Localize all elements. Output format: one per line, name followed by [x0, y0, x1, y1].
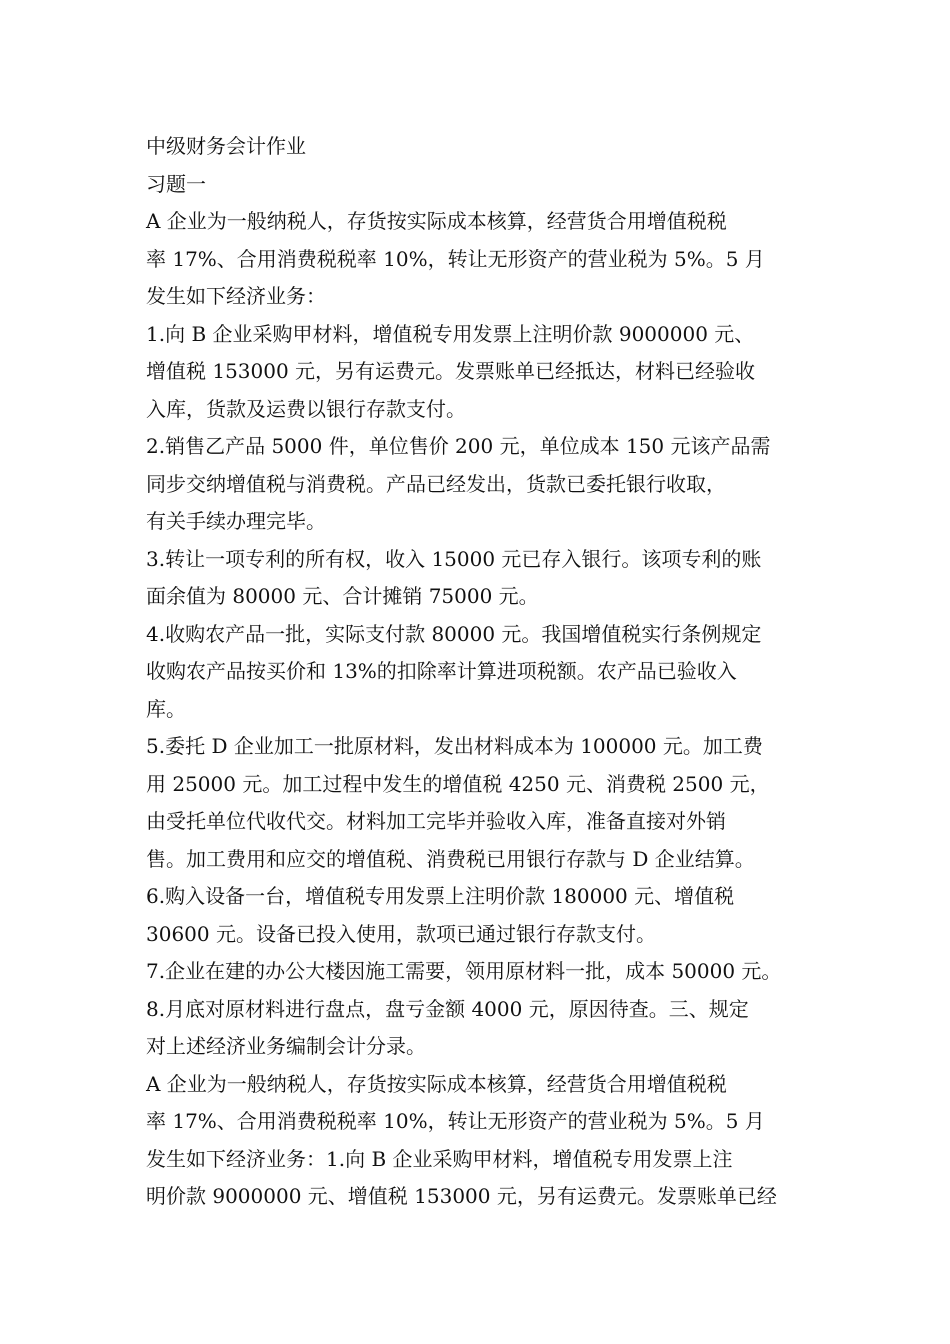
text-line: 对上述经济业务编制会计分录。 [146, 1034, 426, 1058]
section-heading: 习题一 [146, 171, 206, 196]
text-line: 率 17%、合用消费税税率 10%，转让无形资产的营业税为 5%。5 月 [146, 246, 765, 271]
text-line: A 企业为一般纳税人，存货按实际成本核算，经营货合用增值税税 [146, 1071, 727, 1096]
text-line: 5.委托 D 企业加工一批原材料，发出材料成本为 100000 元。加工费 [146, 734, 763, 758]
text-line: 发生如下经济业务： [146, 284, 326, 308]
text-line: 1.向 B 企业采购甲材料，增值税专用发票上注明价款 9000000 元、 [146, 321, 755, 346]
text-line: 售。加工费用和应交的增值税、消费税已用银行存款与 D 企业结算。 [146, 846, 755, 871]
text-line: 7.企业在建的办公大楼因施工需要，领用原材料一批，成本 50000 元。 [146, 959, 782, 983]
text-line: 增值税 153000 元，另有运费元。发票账单已经抵达，材料已经验收 [146, 359, 756, 383]
text-line: A 企业为一般纳税人，存货按实际成本核算，经营货合用增值税税 [146, 209, 727, 233]
text-line: 入库，货款及运费以银行存款支付。 [146, 396, 466, 421]
text-line: 面余值为 80000 元、合计摊销 75000 元。 [146, 584, 539, 608]
text-line: 30600 元。设备已投入使用，款项已通过银行存款支付。 [146, 921, 656, 946]
text-line: 8.月底对原材料进行盘点，盘亏金额 4000 元，原因待查。三、规定 [146, 996, 749, 1021]
document-page [146, 128, 826, 1216]
document-title: 中级财务会计作业 [146, 134, 306, 158]
text-line: 同步交纳增值税与消费税。产品已经发出，货款已委托银行收取， [146, 471, 726, 496]
text-line: 发生如下经济业务：1.向 B 企业采购甲材料，增值税专用发票上注 [146, 1146, 733, 1171]
text-line: 率 17%、合用消费税税率 10%，转让无形资产的营业税为 5%。5 月 [146, 1109, 765, 1133]
text-line: 3.转让一项专利的所有权，收入 15000 元已存入银行。该项专利的账 [146, 546, 762, 571]
text-line: 有关手续办理完毕。 [146, 509, 326, 533]
text-line: 明价款 9000000 元、增值税 153000 元，另有运费元。发票账单已经 [146, 1184, 777, 1208]
text-line: 2.销售乙产品 5000 件，单位售价 200 元，单位成本 150 元该产品需 [146, 434, 771, 458]
text-line: 6.购入设备一台，增值税专用发票上注明价款 180000 元、增值税 [146, 884, 735, 908]
text-line: 由受托单位代收代交。材料加工完毕并验收入库，准备直接对外销 [146, 809, 726, 833]
text-line: 收购农产品按买价和 13%的扣除率计算进项税额。农产品已验收入 [146, 659, 737, 683]
text-line: 用 25000 元。加工过程中发生的增值税 4250 元、消费税 2500 元， [146, 771, 770, 796]
text-line: 库。 [146, 696, 186, 721]
document-body [146, 203, 826, 1216]
text-line: 4.收购农产品一批，实际支付款 80000 元。我国增值税实行条例规定 [146, 621, 762, 646]
